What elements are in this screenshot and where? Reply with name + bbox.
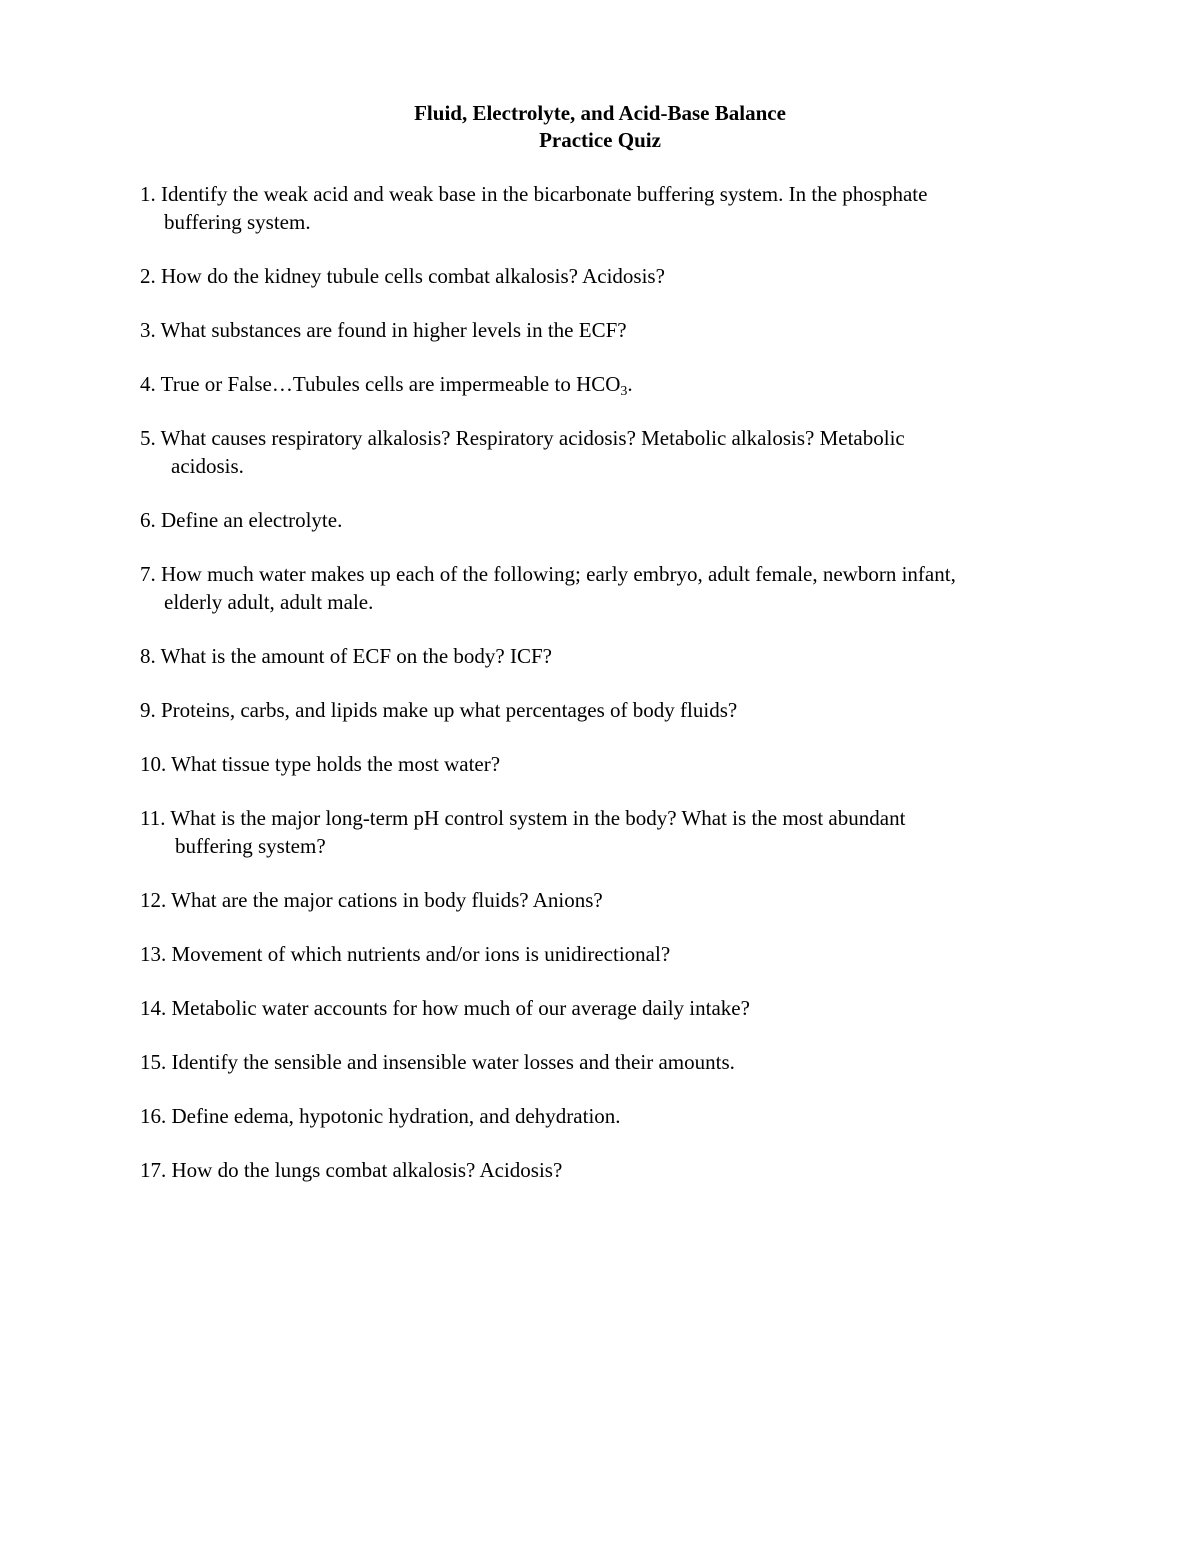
question-item: [140, 1156, 1100, 1184]
question-text-continued: buffering system.: [164, 210, 311, 234]
question-text: Identify the weak acid and weak base in the bicarbonate buffering system. In the phosphate: [161, 182, 928, 206]
question-text: How much water makes up each of the following; early embryo, adult female, newborn infant,: [161, 562, 956, 586]
question-item: [140, 316, 1100, 344]
document-subtitle: Practice Quiz: [539, 128, 661, 152]
question-number: 7.: [140, 562, 156, 586]
question-item: [140, 750, 1100, 778]
question-number: 16.: [140, 1104, 167, 1128]
question-number: 3.: [140, 318, 156, 342]
question-text: Define an electrolyte.: [161, 508, 343, 532]
question-number: 17.: [140, 1158, 167, 1182]
subscript: 3: [620, 384, 628, 399]
question-text: True or False…Tubules cells are impermeable to HCO: [160, 372, 621, 396]
question-number: 14.: [140, 996, 167, 1020]
question-item: [140, 180, 1100, 236]
question-item: [140, 886, 1100, 914]
question-text-continued: buffering system?: [175, 834, 326, 858]
question-number: 15.: [140, 1050, 167, 1074]
question-number: 1.: [140, 182, 156, 206]
question-text: How do the lungs combat alkalosis? Acidosis?: [171, 1158, 563, 1182]
question-number: 10.: [140, 752, 167, 776]
question-text: What is the major long-term pH control system in the body? What is the most abundant: [170, 806, 906, 830]
question-text: What substances are found in higher levels in the ECF?: [160, 318, 627, 342]
document-title: Fluid, Electrolyte, and Acid-Base Balance: [414, 101, 786, 125]
question-number: 6.: [140, 508, 156, 532]
question-list: [140, 180, 1100, 1210]
question-text-tail: .: [627, 372, 633, 396]
question-text-continued: acidosis.: [171, 454, 244, 478]
question-item: [140, 506, 1100, 534]
question-text: Metabolic water accounts for how much of our average daily intake?: [171, 996, 750, 1020]
question-text: What causes respiratory alkalosis? Respiratory acidosis? Metabolic alkalosis? Metabolic: [160, 426, 905, 450]
question-item: [140, 696, 1100, 724]
question-text: What tissue type holds the most water?: [171, 752, 501, 776]
question-text: What is the amount of ECF on the body? ICF?: [160, 644, 552, 668]
question-text: Proteins, carbs, and lipids make up what percentages of body fluids?: [161, 698, 738, 722]
question-item: [140, 424, 1100, 480]
question-number: 5.: [140, 426, 156, 450]
title-block: [0, 100, 1200, 154]
question-text-continued: elderly adult, adult male.: [164, 590, 374, 614]
question-item: [140, 804, 1100, 860]
question-text: How do the kidney tubule cells combat alkalosis? Acidosis?: [161, 264, 665, 288]
question-item: [140, 262, 1100, 290]
question-item: [140, 1048, 1100, 1076]
question-item: [140, 994, 1100, 1022]
question-text: Define edema, hypotonic hydration, and dehydration.: [171, 1104, 621, 1128]
question-item: [140, 370, 1100, 398]
question-item: [140, 940, 1100, 968]
question-item: [140, 560, 1100, 616]
question-text: Movement of which nutrients and/or ions is unidirectional?: [171, 942, 671, 966]
question-item: [140, 642, 1100, 670]
question-item: [140, 1102, 1100, 1130]
question-number: 9.: [140, 698, 156, 722]
question-text: Identify the sensible and insensible water losses and their amounts.: [171, 1050, 735, 1074]
question-number: 8.: [140, 644, 156, 668]
question-number: 11.: [140, 806, 166, 830]
question-number: 13.: [140, 942, 167, 966]
question-number: 2.: [140, 264, 156, 288]
question-text: What are the major cations in body fluids? Anions?: [171, 888, 603, 912]
question-number: 12.: [140, 888, 167, 912]
question-number: 4.: [140, 372, 156, 396]
